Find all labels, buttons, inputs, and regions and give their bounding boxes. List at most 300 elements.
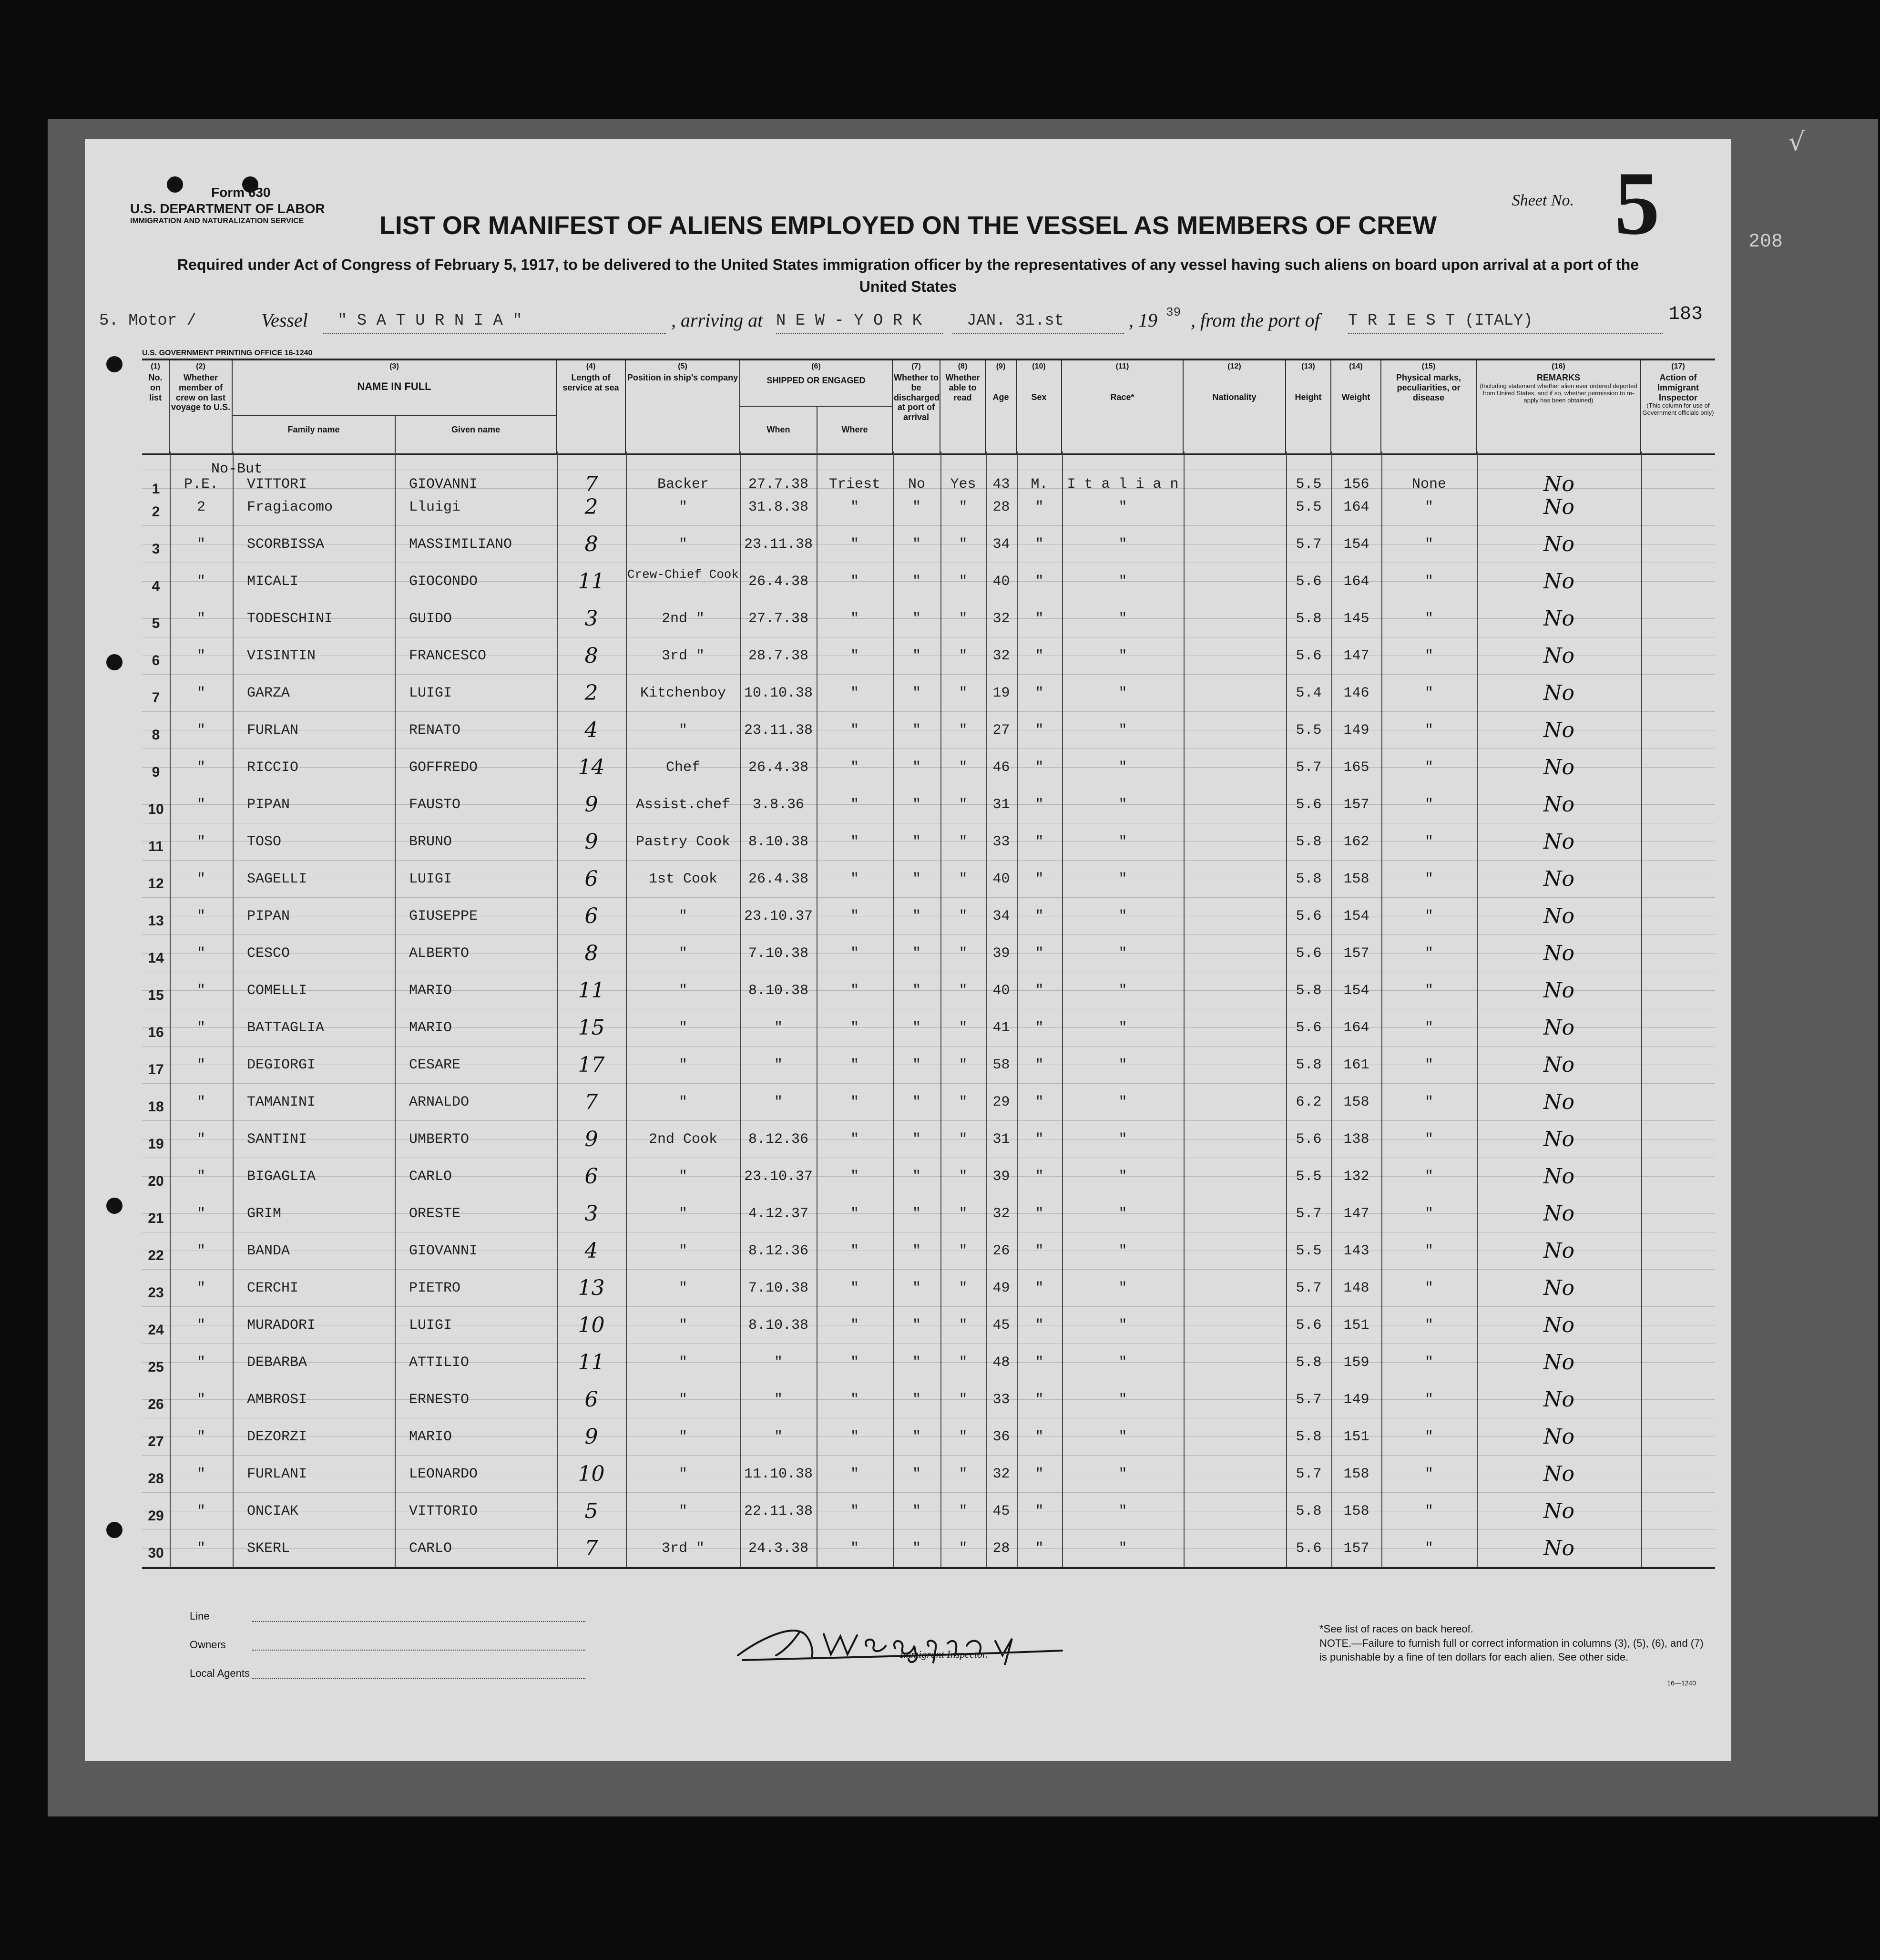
cell-read: " [959, 871, 968, 887]
cell-service: 2 [584, 681, 598, 705]
cell-service: 6 [584, 904, 598, 928]
cell-crew: " [196, 1094, 205, 1110]
cell-given: MARIO [409, 1429, 452, 1445]
cell-service: 5 [584, 1499, 598, 1523]
cell-given: LUIGI [409, 685, 452, 701]
cell-height: 5.6 [1296, 1317, 1322, 1334]
cell-when: 28.7.38 [748, 648, 809, 664]
cell-given: UMBERTO [409, 1131, 470, 1148]
cell-family: GRIM [247, 1206, 282, 1222]
cell-height: 5.5 [1296, 476, 1322, 493]
cell-weight: 145 [1343, 611, 1369, 627]
cell-nationality [1184, 1530, 1286, 1567]
cell-service: 15 [578, 1016, 605, 1040]
cell-no: 22 [148, 1248, 164, 1263]
cell-discharged: " [912, 722, 921, 739]
cell-weight: 157 [1343, 797, 1369, 813]
cell-race: " [1118, 834, 1127, 850]
cell-given: VITTORIO [409, 1503, 478, 1519]
cell-weight: 149 [1343, 722, 1369, 739]
cell-crew: " [196, 1020, 205, 1036]
cell-where: " [850, 1243, 859, 1259]
cell-no: 24 [148, 1322, 164, 1338]
page-number: 208 [1748, 231, 1783, 253]
cell-family: BANDA [247, 1243, 290, 1259]
cell-remarks: No [1543, 1387, 1574, 1412]
cell-where: " [850, 945, 859, 962]
cell-position: " [678, 1392, 687, 1408]
cell-sex: " [1035, 1057, 1044, 1073]
cell-given: RENATO [409, 722, 461, 739]
cell-nationality [1184, 1344, 1286, 1381]
cell-sex: " [1035, 871, 1044, 887]
cell-sex: " [1035, 797, 1044, 813]
cell-height: 5.8 [1296, 871, 1322, 887]
cell-weight: 158 [1343, 1466, 1369, 1482]
cell-weight: 157 [1343, 1540, 1369, 1557]
cell-discharged: " [912, 1169, 921, 1185]
cell-where: " [850, 1503, 859, 1519]
cell-height: 5.4 [1296, 685, 1322, 701]
table-row [142, 1121, 1715, 1158]
cell-height: 5.6 [1296, 1020, 1322, 1036]
cell-family: PIPAN [247, 908, 290, 924]
cell-height: 5.5 [1296, 722, 1322, 739]
cell-weight: 164 [1343, 499, 1369, 515]
cell-given: LUIGI [409, 871, 452, 887]
cell-where: " [850, 871, 859, 887]
cell-position: 3rd " [661, 1540, 705, 1557]
cell-sex: " [1035, 1429, 1044, 1445]
cell-service: 17 [578, 1053, 605, 1077]
cell-nationality [1184, 526, 1286, 563]
cell-family: Fragiacomo [247, 499, 333, 515]
cell-service: 4 [584, 1239, 598, 1263]
cell-marks: " [1424, 759, 1433, 776]
cell-no: 6 [152, 653, 160, 668]
cell-sex: " [1035, 983, 1044, 999]
cell-weight: 158 [1343, 1094, 1369, 1110]
cell-remarks: No [1543, 1090, 1574, 1114]
cell-no: 13 [148, 913, 164, 929]
sheet-number: 5 [1614, 154, 1660, 254]
cell-no: 11 [148, 839, 163, 854]
cell-when: 7.10.38 [748, 945, 809, 962]
table-row [142, 1493, 1715, 1530]
cell-crew: " [196, 1243, 205, 1259]
cell-weight: 158 [1343, 871, 1369, 887]
cell-height: 5.7 [1296, 1466, 1322, 1482]
col-header-family: Family name [287, 425, 340, 434]
cell-crew: " [196, 1392, 205, 1408]
fine-note: NOTE.—Failure to furnish full or correct information in columns (3), (5), (6), and (7) is punishable by a fine of ten dollars for each alien. See other side. [1319, 1637, 1704, 1663]
cell-when: 26.4.38 [748, 871, 809, 887]
cell-marks: " [1424, 722, 1433, 739]
cell-when: 4.12.37 [748, 1206, 809, 1222]
cell-weight: 159 [1343, 1355, 1369, 1371]
cell-family: FURLANI [247, 1466, 307, 1482]
cell-given: GIOVANNI [409, 476, 478, 493]
cell-discharged: " [912, 1057, 921, 1073]
table-row [142, 563, 1715, 600]
cell-when: 8.10.38 [748, 834, 809, 850]
cell-where: Triest [828, 476, 881, 493]
cell-nationality [1184, 1158, 1286, 1195]
cell-family: BIGAGLIA [247, 1169, 316, 1185]
cell-service: 8 [584, 532, 598, 556]
cell-age: 29 [992, 1094, 1010, 1110]
cell-race: " [1118, 1280, 1127, 1296]
cell-position: " [678, 1020, 687, 1036]
cell-weight: 156 [1343, 476, 1369, 493]
table-row [142, 1418, 1715, 1456]
cell-nationality [1184, 1493, 1286, 1530]
cell-when: 10.10.38 [744, 685, 813, 701]
cell-when: 26.4.38 [748, 574, 809, 590]
cell-weight: 158 [1343, 1503, 1369, 1519]
cell-read: " [959, 536, 968, 553]
cell-family: CERCHI [247, 1280, 299, 1296]
vessel-fill-line [323, 333, 666, 334]
cell-marks: " [1424, 574, 1433, 590]
cell-marks: " [1424, 1392, 1433, 1408]
cell-service: 10 [578, 1462, 605, 1486]
cell-sex: " [1035, 834, 1044, 850]
cell-remarks: No [1543, 1276, 1574, 1300]
cell-crew: " [196, 908, 205, 924]
cell-age: 33 [992, 1392, 1010, 1408]
cell-family: TOSO [247, 834, 282, 850]
cell-age: 27 [992, 722, 1010, 739]
table-row [142, 712, 1715, 749]
cell-height: 5.6 [1296, 1131, 1322, 1148]
cell-when: 8.12.36 [748, 1243, 809, 1259]
cell-family: MICALI [247, 574, 299, 590]
cell-remarks: No [1543, 606, 1574, 631]
cell-weight: 154 [1343, 536, 1369, 553]
cell-read: " [959, 685, 968, 701]
cell-when: " [774, 1020, 783, 1036]
footer-notes [1319, 1622, 1710, 1664]
cell-age: 34 [992, 908, 1010, 924]
cell-age: 45 [992, 1503, 1010, 1519]
table-row [142, 786, 1715, 823]
cell-remarks: No [1543, 830, 1574, 854]
cell-sex: " [1035, 685, 1044, 701]
cell-height: 5.5 [1296, 499, 1322, 515]
col-header-race: (11) Race* [1062, 360, 1184, 453]
cell-age: 31 [992, 797, 1010, 813]
cell-read: " [959, 797, 968, 813]
cell-weight: 148 [1343, 1280, 1369, 1296]
cell-race: " [1118, 499, 1127, 515]
cell-remarks: No [1543, 1425, 1574, 1449]
cell-marks: " [1424, 648, 1433, 664]
cell-height: 5.8 [1296, 1057, 1322, 1073]
cell-family: AMBROSI [247, 1392, 307, 1408]
cell-age: 39 [992, 1169, 1010, 1185]
departure-port: T R I E S T (ITALY) [1348, 312, 1533, 330]
cell-discharged: " [912, 1243, 921, 1259]
cell-given: CESARE [409, 1057, 461, 1073]
cell-position: " [678, 908, 687, 924]
cell-where: " [850, 1540, 859, 1557]
cell-remarks: No [1543, 569, 1574, 594]
cell-weight: 143 [1343, 1243, 1369, 1259]
cell-crew: " [196, 648, 205, 664]
cell-given: ERNESTO [409, 1392, 470, 1408]
cell-family: SCORBISSA [247, 536, 325, 553]
cell-given: ATTILIO [409, 1355, 470, 1371]
cell-no: 19 [148, 1136, 164, 1152]
cell-given: BRUNO [409, 834, 452, 850]
no-but-note: No-But [211, 461, 263, 477]
cell-race: " [1118, 1020, 1127, 1036]
cell-read: " [959, 722, 968, 739]
cell-given: LEONARDO [409, 1466, 478, 1482]
cell-sex: M. [1031, 476, 1048, 493]
cell-family: DEBARBA [247, 1355, 307, 1371]
cell-remarks: No [1543, 1201, 1574, 1226]
cell-marks: " [1424, 499, 1433, 515]
cell-crew: " [196, 611, 205, 627]
cell-weight: 151 [1343, 1317, 1369, 1334]
cell-crew: 2 [196, 499, 205, 515]
cell-service: 7 [584, 1090, 598, 1114]
table-row [142, 1344, 1715, 1381]
cell-position: " [678, 945, 687, 962]
cell-read: " [959, 1503, 968, 1519]
cell-crew: " [196, 1355, 205, 1371]
cell-height: 5.5 [1296, 1169, 1322, 1185]
cell-no: 5 [152, 616, 160, 631]
page-title: LIST OR MANIFEST OF ALIENS EMPLOYED ON THE VESSEL AS MEMBERS OF CREW [379, 211, 1437, 240]
cell-nationality [1184, 972, 1286, 1009]
cell-sex: " [1035, 1466, 1044, 1482]
cell-given: ORESTE [409, 1206, 461, 1222]
cell-sex: " [1035, 1503, 1044, 1519]
cell-read: Yes [950, 476, 976, 493]
table-row [142, 1270, 1715, 1307]
cell-sex: " [1035, 1355, 1044, 1371]
arriving-label: , arriving at [671, 309, 763, 331]
cell-marks: " [1424, 1169, 1433, 1185]
cell-where: " [850, 722, 859, 739]
cell-position: " [678, 1317, 687, 1334]
cell-nationality [1184, 1270, 1286, 1307]
cell-sex: " [1035, 1094, 1044, 1110]
cell-sex: " [1035, 1317, 1044, 1334]
cell-marks: " [1424, 1355, 1433, 1371]
cell-nationality [1184, 489, 1286, 526]
cell-no: 18 [148, 1099, 164, 1115]
cell-where: " [850, 1020, 859, 1036]
cell-where: " [850, 1280, 859, 1296]
punch-hole [106, 654, 123, 670]
cell-height: 5.8 [1296, 834, 1322, 850]
cell-service: 14 [578, 755, 605, 780]
cell-no: 20 [148, 1173, 164, 1189]
cell-given: ALBERTO [409, 945, 470, 962]
cell-when: 27.7.38 [748, 611, 809, 627]
table-row [142, 935, 1715, 972]
cell-no: 8 [152, 727, 160, 743]
cell-where: " [850, 1206, 859, 1222]
cell-discharged: " [912, 945, 921, 962]
cell-service: 3 [584, 1201, 598, 1226]
cell-crew: " [196, 1280, 205, 1296]
cell-weight: 151 [1343, 1429, 1369, 1445]
arrival-port: N E W - Y O R K [776, 312, 922, 330]
cell-height: 5.8 [1296, 611, 1322, 627]
cell-age: 40 [992, 871, 1010, 887]
cell-where: " [850, 1466, 859, 1482]
cell-remarks: No [1543, 755, 1574, 780]
cell-position: Assist.chef [635, 797, 731, 813]
cell-age: 36 [992, 1429, 1010, 1445]
cell-where: " [850, 759, 859, 776]
cell-discharged: " [912, 983, 921, 999]
local-agents-label: Local Agents [190, 1667, 250, 1679]
cell-marks: " [1424, 1131, 1433, 1148]
cell-read: " [959, 1131, 968, 1148]
cell-marks: " [1424, 1503, 1433, 1519]
cell-crew: " [196, 1466, 205, 1482]
cell-height: 5.7 [1296, 536, 1322, 553]
cell-height: 5.6 [1296, 1540, 1322, 1557]
table-row [142, 749, 1715, 786]
cell-remarks: No [1543, 1350, 1574, 1375]
cell-race: " [1118, 983, 1127, 999]
cell-discharged: " [912, 1355, 921, 1371]
col-header-where: Where [841, 425, 868, 434]
cell-no: 23 [148, 1285, 164, 1301]
cell-race: " [1118, 1392, 1127, 1408]
cell-race: " [1118, 908, 1127, 924]
cell-marks: " [1424, 1540, 1433, 1557]
cell-given: MARIO [409, 1020, 452, 1036]
cell-family: SAGELLI [247, 871, 307, 887]
cell-read: " [959, 1429, 968, 1445]
cell-crew: " [196, 834, 205, 850]
cell-marks: " [1424, 536, 1433, 553]
cell-remarks: No [1543, 1313, 1574, 1337]
cell-sex: " [1035, 574, 1044, 590]
cell-discharged: " [912, 1429, 921, 1445]
cell-age: 28 [992, 1540, 1010, 1557]
cell-race: " [1118, 797, 1127, 813]
cell-no: 7 [152, 690, 160, 706]
cell-height: 5.8 [1296, 1355, 1322, 1371]
from-port-label: , from the port of [1191, 309, 1320, 331]
cell-when: 23.10.37 [744, 908, 813, 924]
cell-given: FRANCESCO [409, 648, 487, 664]
table-row [142, 489, 1715, 526]
cell-height: 5.7 [1296, 759, 1322, 776]
cell-given: MARIO [409, 983, 452, 999]
cell-weight: 147 [1343, 1206, 1369, 1222]
cell-race: " [1118, 722, 1127, 739]
check-mark: √ [1788, 127, 1805, 157]
cell-crew: " [196, 1169, 205, 1185]
cell-no: 3 [152, 541, 160, 557]
cell-height: 5.8 [1296, 1429, 1322, 1445]
cell-discharged: " [912, 1466, 921, 1482]
cell-position: 2nd " [661, 611, 705, 627]
cell-nationality [1184, 1307, 1286, 1344]
cell-age: 43 [992, 476, 1010, 493]
cell-crew: " [196, 983, 205, 999]
cell-nationality [1184, 1232, 1286, 1270]
cell-sex: " [1035, 1243, 1044, 1259]
cell-position: " [678, 1280, 687, 1296]
table-row [142, 1232, 1715, 1270]
cell-race: " [1118, 1540, 1127, 1557]
arriving-fill-line [776, 333, 943, 334]
cell-remarks: No [1543, 1536, 1574, 1560]
cell-sex: " [1035, 945, 1044, 962]
cell-where: " [850, 574, 859, 590]
cell-age: 32 [992, 1206, 1010, 1222]
cell-discharged: " [912, 1206, 921, 1222]
cell-marks: " [1424, 1429, 1433, 1445]
cell-read: " [959, 1243, 968, 1259]
cell-sex: " [1035, 1540, 1044, 1557]
col-header-service: (4) Length of service at sea [557, 360, 626, 453]
cell-nationality [1184, 1009, 1286, 1047]
cell-weight: 154 [1343, 983, 1369, 999]
cell-family: TAMANINI [247, 1094, 316, 1110]
cell-height: 5.7 [1296, 1280, 1322, 1296]
col-header-given: Given name [451, 425, 501, 434]
table-row [142, 1530, 1715, 1567]
cell-position: 1st Cook [648, 871, 718, 887]
cell-given: GIUSEPPE [409, 908, 478, 924]
cell-age: 32 [992, 611, 1010, 627]
cell-family: SKERL [247, 1540, 290, 1557]
col-header-name: (3) NAME IN FULL Family name Given name [233, 360, 557, 453]
date-fill-line [952, 333, 1124, 334]
cell-marks: " [1424, 611, 1433, 627]
table-row [142, 898, 1715, 935]
cell-when: 3.8.36 [752, 797, 805, 813]
cell-no: 1 [152, 481, 160, 497]
cell-discharged: " [912, 1317, 921, 1334]
cell-age: 26 [992, 1243, 1010, 1259]
cell-where: " [850, 797, 859, 813]
cell-marks: " [1424, 1057, 1433, 1073]
cell-family: CESCO [247, 945, 290, 962]
col-header-crew: (2) Whether member of crew on last voyage to U.S. [170, 360, 233, 453]
cell-read: " [959, 759, 968, 776]
owners-label: Owners [190, 1639, 226, 1651]
cell-read: " [959, 1057, 968, 1073]
cell-when: 23.10.37 [744, 1169, 813, 1185]
cell-height: 5.7 [1296, 1206, 1322, 1222]
cell-given: FAUSTO [409, 797, 461, 813]
table-row [142, 823, 1715, 861]
cell-sex: " [1035, 722, 1044, 739]
cell-read: " [959, 1020, 968, 1036]
cell-no: 21 [148, 1211, 164, 1226]
cell-crew: " [196, 1429, 205, 1445]
cell-position: Pastry Cook [635, 834, 731, 850]
cell-where: " [850, 1094, 859, 1110]
cell-remarks: No [1543, 867, 1574, 891]
cell-service: 11 [578, 1350, 605, 1375]
cell-when: " [774, 1094, 783, 1110]
cell-where: " [850, 1317, 859, 1334]
